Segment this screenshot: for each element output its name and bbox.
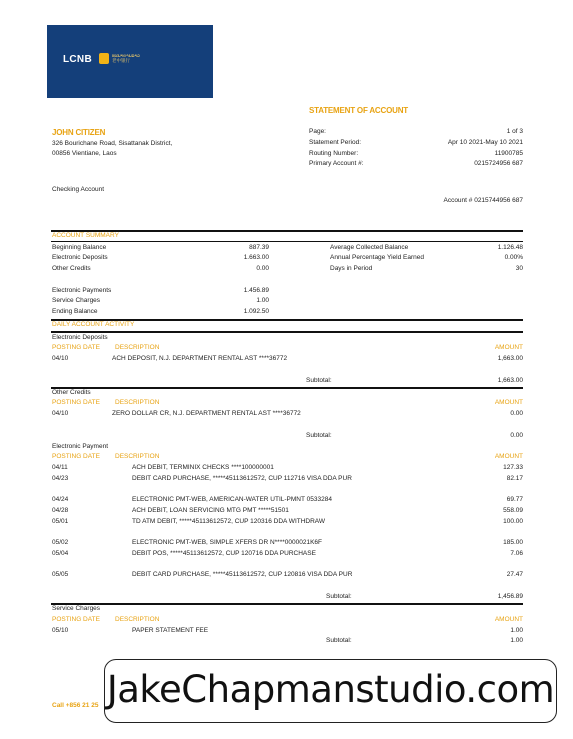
row-date: 05/05 (52, 571, 69, 578)
meta-value-routing: 11900785 (494, 150, 523, 157)
watermark-banner (104, 659, 557, 723)
summary-value: 1.092.50 (243, 308, 269, 315)
summary-value: 1.456.89 (243, 287, 269, 294)
meta-value-primary-account: 0215724956 687 (474, 160, 523, 167)
row-date: 04/23 (52, 475, 69, 482)
summary-value: 1.663.00 (243, 254, 269, 261)
watermark-text: JakeChapmanstudio.com (106, 668, 555, 711)
summary-label: Electronic Payments (52, 287, 112, 294)
meta-label-period: Statement Period: (309, 139, 362, 146)
column-header-amount: AMOUNT (494, 453, 523, 460)
row-description: ACH DEBIT, TERMINIX CHECKS ****100000001 (132, 464, 274, 471)
section-title-charges: Service Charges (52, 605, 101, 612)
divider (51, 230, 523, 232)
row-date: 05/01 (52, 518, 69, 525)
column-header-description: DESCRIPTION (115, 344, 160, 351)
summary-value: 1.00 (256, 297, 269, 304)
subtotal-value: 0.00 (510, 432, 523, 439)
logo-text: LCNB (63, 54, 92, 65)
row-description: ACH DEPOSIT, N.J. DEPARTMENT RENTAL AST ****36772 (112, 355, 288, 362)
summary-value: 887.39 (249, 244, 269, 251)
activity-heading: DAILY ACCOUNT ACTIVITY (52, 321, 135, 328)
row-description: ELECTRONIC PMT-WEB, AMERICAN-WATER UTIL-PMNT 0533284 (132, 496, 332, 503)
row-date: 05/04 (52, 550, 69, 557)
row-amount: 185.00 (503, 539, 523, 546)
column-header-description: DESCRIPTION (115, 453, 160, 460)
column-header-date: POSTING DATE (52, 399, 100, 406)
row-date: 04/28 (52, 507, 69, 514)
row-description: ELECTRONIC PMT-WEB, SIMPLE XFERS DR N****0000021K6F (132, 539, 323, 546)
row-amount: 27.47 (506, 571, 523, 578)
row-amount: 69.77 (506, 496, 523, 503)
section-title-payments: Electronic Payment (52, 443, 108, 450)
summary-label: Average Collected Balance (330, 244, 409, 251)
customer-name: JOHN CITIZEN (52, 128, 106, 137)
meta-label-page: Page: (309, 128, 326, 135)
row-amount: 82.17 (506, 475, 523, 482)
row-description: DEBIT POS, *****45113612572, CUP 120716 DDA PURCHASE (132, 550, 316, 557)
column-header-description: DESCRIPTION (115, 616, 160, 623)
row-amount: 1.00 (510, 627, 523, 634)
row-date: 05/02 (52, 539, 69, 546)
bank-logo (47, 25, 213, 98)
row-description: DEBIT CARD PURCHASE, *****45113612572, CUP 112716 VISA DDA PUR (132, 475, 352, 482)
column-header-description: DESCRIPTION (115, 399, 160, 406)
subtotal-value: 1,456.89 (497, 593, 523, 600)
column-header-amount: AMOUNT (494, 344, 523, 351)
row-amount: 127.33 (503, 464, 523, 471)
row-description: ACH DEBIT, LOAN SERVICING MTG PMT *****51501 (132, 507, 289, 514)
meta-label-routing: Routing Number: (309, 150, 359, 157)
column-header-amount: AMOUNT (494, 399, 523, 406)
row-description: ZERO DOLLAR CR, N.J. DEPARTMENT RENTAL AST ****36772 (112, 410, 301, 417)
row-amount: 1,663.00 (497, 355, 523, 362)
summary-label: Annual Percentage Yield Earned (330, 254, 424, 261)
customer-address-line2: 00856 Vientiane, Laos (52, 150, 117, 157)
subtotal-value: 1,663.00 (497, 377, 523, 384)
row-description: DEBIT CARD PURCHASE, *****45113612572, CUP 120816 VISA DDA PUR (132, 571, 353, 578)
row-date: 04/10 (52, 355, 69, 362)
subtotal-label: Subtotal: (306, 432, 332, 439)
subtotal-value: 1.00 (510, 637, 523, 644)
footer-phone: Call +856 21 25 (52, 702, 99, 709)
divider (51, 387, 523, 389)
row-date: 04/10 (52, 410, 69, 417)
row-amount: 7.06 (510, 550, 523, 557)
logo-subtitle: ທະນາຄານລາວ 老中银行 (112, 53, 140, 63)
summary-label: Other Credits (52, 265, 91, 272)
summary-value: 30 (515, 265, 523, 272)
summary-label: Electronic Deposits (52, 254, 108, 261)
column-header-date: POSTING DATE (52, 616, 100, 623)
account-summary-heading: ACCOUNT SUMMARY (52, 232, 119, 239)
meta-value-period: Apr 10 2021-May 10 2021 (447, 139, 523, 146)
summary-label: Days in Period (330, 265, 373, 272)
subtotal-label: Subtotal: (326, 593, 352, 600)
section-title-deposits: Electronic Deposits (52, 334, 108, 341)
subtotal-label: Subtotal: (326, 637, 352, 644)
meta-label-primary-account: Primary Account #: (309, 160, 364, 167)
row-date: 04/11 (52, 464, 68, 471)
section-title-credits: Other Credits (52, 389, 91, 396)
divider (51, 331, 523, 333)
row-description: PAPER STATEMENT FEE (132, 627, 209, 634)
column-header-date: POSTING DATE (52, 344, 100, 351)
logo-mark-icon (99, 53, 109, 64)
divider (51, 603, 523, 605)
row-description: TD ATM DEBIT, *****45113612572, CUP 120316 DDA WITHDRAW (132, 518, 326, 525)
row-amount: 0.00 (510, 410, 523, 417)
subtotal-label: Subtotal: (306, 377, 332, 384)
summary-value: 0.00 (256, 265, 269, 272)
summary-value: 0.00% (504, 254, 523, 261)
row-amount: 558.09 (503, 507, 523, 514)
column-header-amount: AMOUNT (494, 616, 523, 623)
account-number: Account # 0215744956 687 (443, 197, 523, 204)
summary-label: Service Charges (52, 297, 101, 304)
meta-value-page: 1 of 3 (506, 128, 523, 135)
divider (51, 241, 523, 242)
summary-label: Beginning Balance (52, 244, 107, 251)
customer-address-line1: 326 Bourichane Road, Sisattanak District, (52, 140, 173, 147)
statement-title: STATEMENT OF ACCOUNT (309, 106, 408, 115)
summary-value: 1.126.48 (497, 244, 523, 251)
row-amount: 100.00 (503, 518, 523, 525)
summary-label: Ending Balance (52, 308, 98, 315)
row-date: 05/10 (52, 627, 69, 634)
row-date: 04/24 (52, 496, 69, 503)
account-type: Checking Account (52, 186, 105, 193)
column-header-date: POSTING DATE (52, 453, 100, 460)
